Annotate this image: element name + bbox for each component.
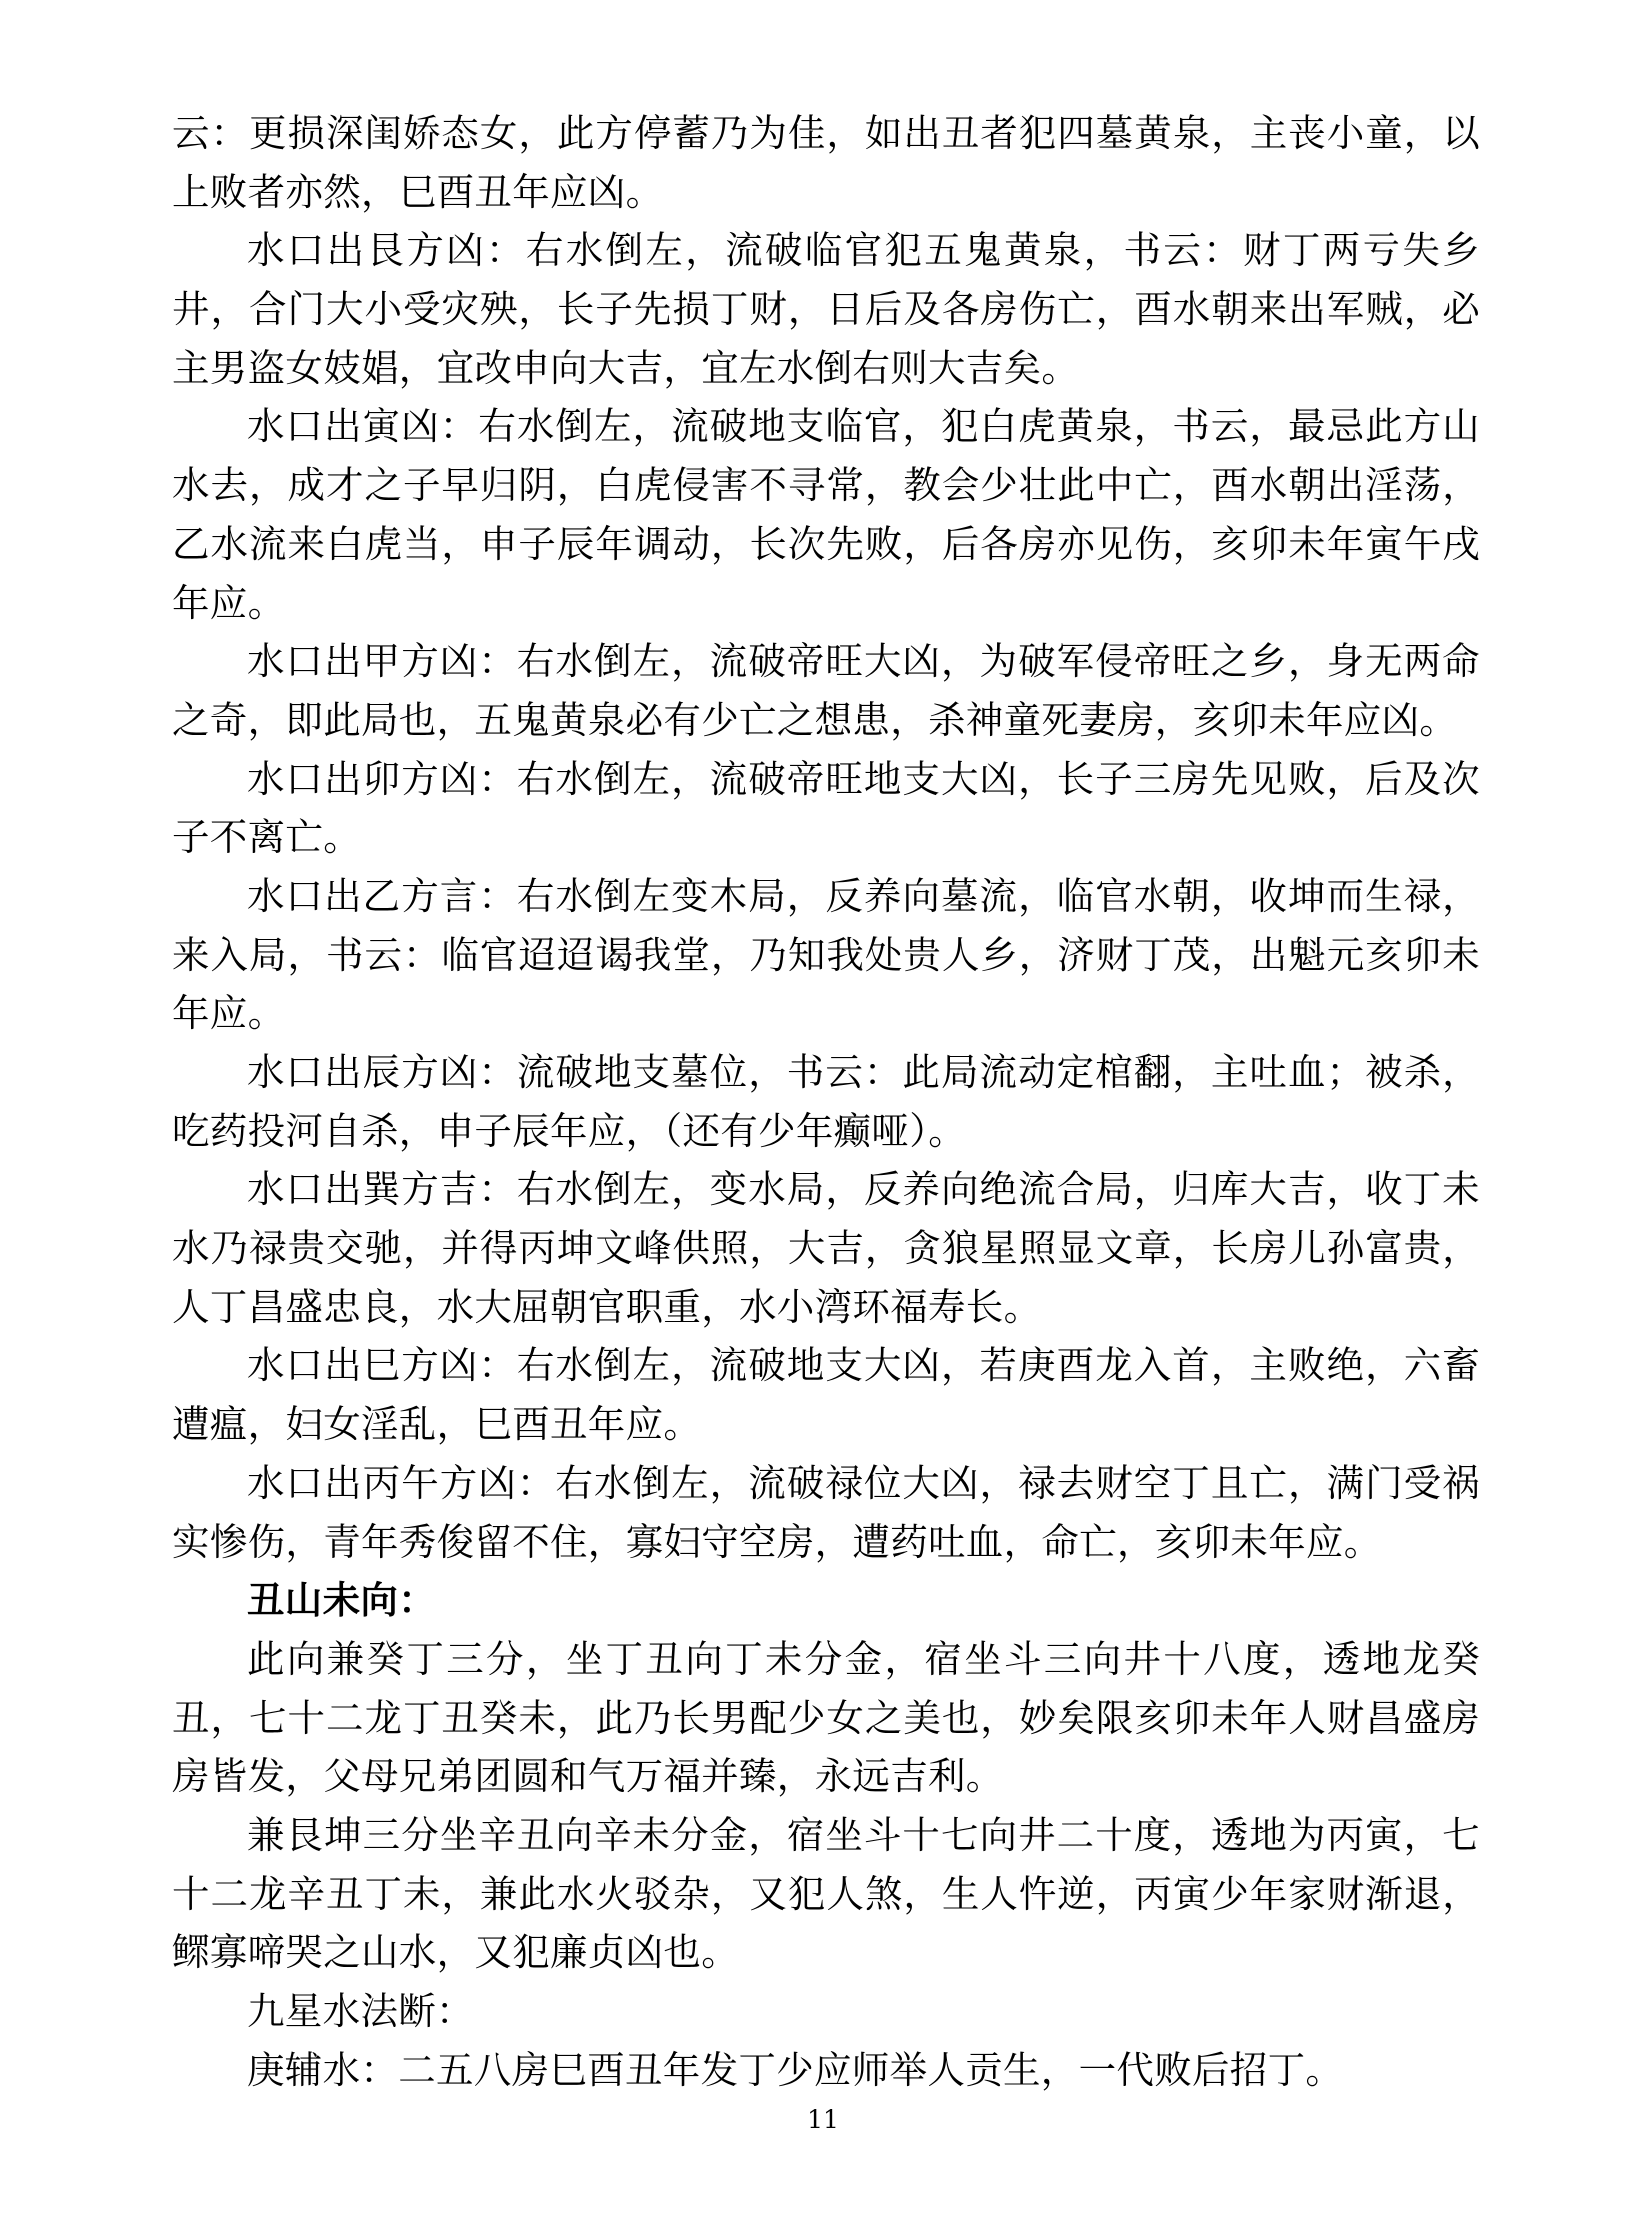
paragraph: 水口出巳方凶：右水倒左，流破地支大凶，若庚酉龙入首，主败绝，六畜遭瘟，妇女淫乱，巳酉丑年应。 (172, 1343, 1480, 1447)
paragraph: 水口出乙方言：右水倒左变木局，反养向墓流，临官水朝，收坤而生禄，来入局，书云：临官迢迢谒我堂，乃知我处贵人乡，济财丁茂，出魁元亥卯未年应。 (172, 873, 1480, 1036)
paragraph: 九星水法断： (247, 1989, 474, 2033)
page-content (172, 104, 1480, 2099)
paragraph: 水口出甲方凶：右水倒左，流破帝旺大凶，为破军侵帝旺之乡，身无两命之奇，即此局也，五鬼黄泉必有少亡之想患，杀神童死妻房，亥卯未年应凶。 (172, 639, 1480, 742)
paragraph: 水口出辰方凶：流破地支墓位，书云：此局流动定棺翻，主吐血；被杀，吃药投河自杀，申子辰年应，（还有少年癫哑）。 (172, 1050, 1480, 1153)
paragraph: 水口出丙午方凶：右水倒左，流破禄位大凶，禄去财空丁且亡，满门受祸实惨伤，青年秀俊留不住，寡妇守空房，遭药吐血，命亡，亥卯未年应。 (172, 1460, 1480, 1564)
section-heading: 丑山未向： (247, 1578, 436, 1623)
paragraph: 庚辅水：二五八房巳酉丑年发丁少应师举人贡生，一代败后招丁。 (247, 2047, 1344, 2092)
paragraph: 兼艮坤三分坐辛丑向辛未分金，宿坐斗十七向井二十度，透地为丙寅，七十二龙辛丑丁未，兼此水火驳杂，又犯人煞，生人忤逆，丙寅少年家财渐退，鳏寡啼哭之山水，又犯廉贞凶也。 (172, 1812, 1480, 1975)
paragraph: 水口出寅凶：右水倒左，流破地支临官，犯白虎黄泉，书云，最忌此方山水去，成才之子早归阴，白虎侵害不寻常，教会少壮此中亡，酉水朝出淫荡，乙水流来白虎当，申子辰年调动，长次先败，后各房亦见伤，亥卯未年寅午戌年应。 (172, 404, 1480, 625)
paragraph: 水口出卯方凶：右水倒左，流破帝旺地支大凶，长子三房先见败，后及次子不离亡。 (172, 756, 1480, 860)
paragraph: 此向兼癸丁三分，坐丁丑向丁未分金，宿坐斗三向井十八度，透地龙癸丑，七十二龙丁丑癸未，此乃长男配少女之美也，妙矣限亥卯未年人财昌盛房房皆发，父母兄弟团圆和气万福并臻，永远吉利。 (172, 1636, 1480, 1799)
paragraph: 水口出巽方吉：右水倒左，变水局，反养向绝流合局，归库大吉，收丁未水乃禄贵交驰，并得丙坤文峰供照，大吉，贪狼星照显文章，长房儿孙富贵，人丁昌盛忠良，水大屈朝官职重，水小湾环福寿长。 (172, 1167, 1480, 1329)
page-number: 11 (807, 2105, 839, 2134)
paragraph: 水口出艮方凶：右水倒左，流破临官犯五鬼黄泉，书云：财丁两亏失乡井，合门大小受灾殃，长子先损丁财，日后及各房伤亡，酉水朝来出军贼，必主男盗女妓娼，宜改申向大吉，宜左水倒右则大吉矣。 (172, 228, 1480, 390)
paragraph: 云：更损深闺娇态女，此方停蓄乃为佳，如出丑者犯四墓黄泉，主丧小童，以上败者亦然，巳酉丑年应凶。 (172, 111, 1480, 214)
